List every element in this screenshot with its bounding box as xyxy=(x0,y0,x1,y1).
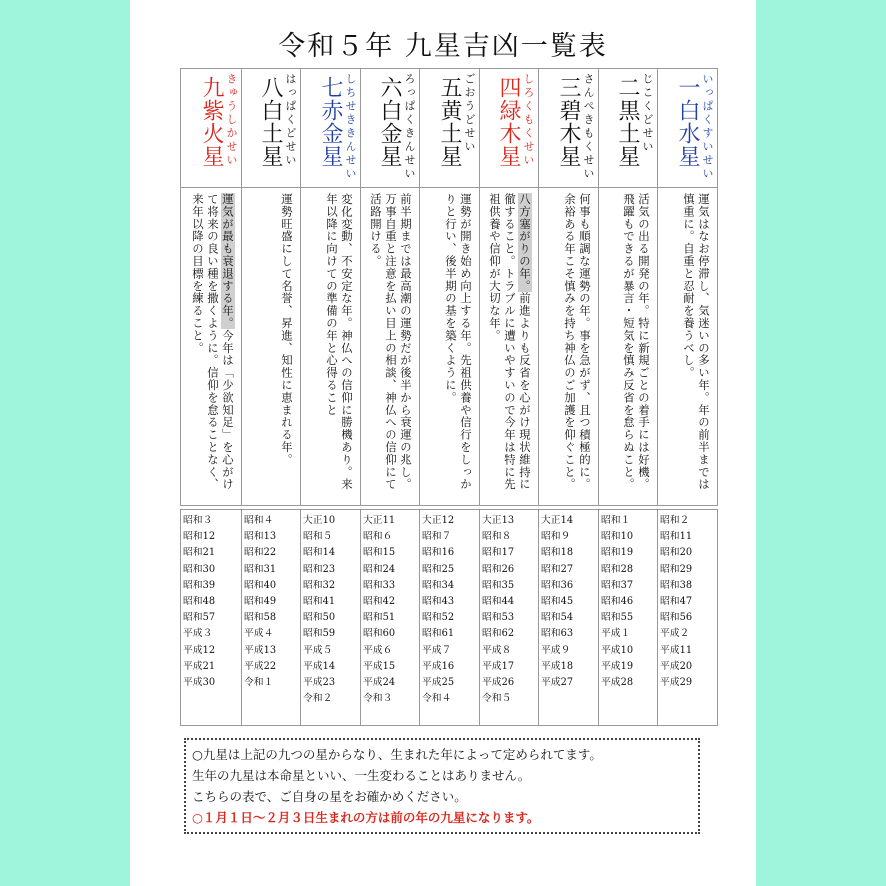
star-reading: じこくどせい xyxy=(641,73,654,154)
birth-year: 平成７ xyxy=(422,644,452,656)
birth-year: 昭和28 xyxy=(601,563,634,575)
year-column xyxy=(479,510,538,725)
star-name: 五黄土星 xyxy=(437,76,462,168)
birth-year: 昭和60 xyxy=(363,628,396,640)
note-line-1: ○九星は上記の九つの星からなり、生まれた年によって定められてます。 xyxy=(192,747,602,762)
fortune-description xyxy=(681,193,711,499)
birth-year: 昭和38 xyxy=(660,579,693,591)
star-column xyxy=(241,69,300,505)
fortune-description xyxy=(324,193,354,499)
birth-year: 令和４ xyxy=(422,693,452,705)
year-column xyxy=(538,510,598,725)
birth-year: 平成29 xyxy=(660,677,693,689)
birth-year: 昭和22 xyxy=(244,547,277,559)
star-name: 一白水星 xyxy=(675,76,700,168)
star-reading: さんぺきもくせい xyxy=(582,73,595,181)
star-reading: しちせききんせい xyxy=(344,73,357,181)
year-column xyxy=(241,510,300,725)
fortune-description xyxy=(562,193,592,499)
fortune-description xyxy=(190,193,235,499)
birth-year: 平成11 xyxy=(660,644,693,656)
notes-box xyxy=(184,738,700,834)
birth-year: 昭和51 xyxy=(363,612,396,624)
birth-year: 昭和36 xyxy=(541,579,574,591)
year-column xyxy=(419,510,479,725)
column-separator xyxy=(361,187,419,188)
birth-year: 昭和54 xyxy=(541,612,574,624)
birth-year: 昭和23 xyxy=(303,563,336,575)
birth-year: 昭和40 xyxy=(244,579,277,591)
birth-year: 令和２ xyxy=(303,693,333,705)
birth-year: 平成17 xyxy=(482,660,515,672)
description-text: 運気はなお停滞し、気迷いの多い年。年の前半までは慎重に。自重と忍耐を養うべし。 xyxy=(682,193,711,491)
birth-year: 昭和47 xyxy=(660,596,693,608)
star-fortune-table xyxy=(180,68,718,506)
note-line-2: 生年の九星は本命星といい、一生変わることはありません。 xyxy=(192,768,531,783)
birth-year: 平成２ xyxy=(660,628,690,640)
description-text: 今年は「少欲知足」を心がけて将来の良い種を撒くように。信仰を怠ることなく、来年以降の目標を練ること。 xyxy=(191,193,235,491)
birth-year: 平成12 xyxy=(183,644,216,656)
birth-year: 平成26 xyxy=(482,677,515,689)
fortune-description xyxy=(621,193,651,499)
star-reading: しろくもくせい xyxy=(522,73,535,168)
birth-year: 昭和59 xyxy=(303,628,336,640)
birth-year: 平成14 xyxy=(303,660,336,672)
birth-year: 大正12 xyxy=(422,515,455,526)
birth-year: 昭和30 xyxy=(183,563,216,575)
star-column xyxy=(419,69,479,505)
description-text: 活気の出る開発の年。特に新規ごとの着手には好機。飛躍もできるが暴言・短気を慎み反省を怠らぬこと。 xyxy=(622,193,651,491)
fortune-description xyxy=(368,193,413,499)
star-column xyxy=(479,69,538,505)
chart-sheet xyxy=(130,0,756,886)
birth-year: 平成28 xyxy=(601,677,634,689)
column-separator xyxy=(599,187,657,188)
birth-year: 大正11 xyxy=(363,515,396,526)
birth-year: 昭和11 xyxy=(660,531,693,543)
column-separator xyxy=(301,187,360,188)
description-text: 運勢が開き始め向上する年。先祖供養や信行をしっかりと行い、後半期の基を築くように。 xyxy=(444,193,473,491)
birth-year: 昭和42 xyxy=(363,596,396,608)
star-column xyxy=(657,69,717,505)
birth-year: 昭和57 xyxy=(183,612,216,624)
birth-year: 昭和62 xyxy=(482,628,515,640)
birth-year: 昭和32 xyxy=(303,579,336,591)
description-text: 前進よりも反省を心がけ現状維持に徹すること。トラブルに遭いやすいので今年は特に先祖供養や信仰が大切な年。 xyxy=(488,193,532,491)
birth-year-table xyxy=(180,509,718,726)
birth-year: 昭和61 xyxy=(422,628,455,640)
birth-year: 昭和５ xyxy=(303,531,333,543)
star-column xyxy=(181,69,241,505)
birth-year: 昭和43 xyxy=(422,596,455,608)
birth-year: 昭和55 xyxy=(601,612,634,624)
star-name: 四緑木星 xyxy=(496,76,521,168)
birth-year: 昭和21 xyxy=(183,547,216,559)
birth-year: 平成16 xyxy=(422,660,455,672)
star-reading: ろっぱくきんせい xyxy=(403,73,416,181)
birth-year: 昭和31 xyxy=(244,563,277,575)
birth-year: 昭和25 xyxy=(422,563,455,575)
fortune-description xyxy=(279,193,294,499)
birth-year: 大正14 xyxy=(541,515,574,526)
birth-year: 令和１ xyxy=(244,677,274,689)
birth-year: 大正13 xyxy=(482,515,515,526)
birth-year: 平成22 xyxy=(244,660,277,672)
birth-year: 昭和10 xyxy=(601,531,634,543)
birth-year: 昭和７ xyxy=(422,531,452,543)
birth-year: 昭和８ xyxy=(482,531,512,543)
fortune-description xyxy=(443,193,473,499)
birth-year: 平成５ xyxy=(303,644,333,656)
birth-year: 昭和19 xyxy=(601,547,634,559)
birth-year: 昭和44 xyxy=(482,596,515,608)
column-separator xyxy=(480,187,538,188)
birth-year: 令和３ xyxy=(363,693,393,705)
birth-year: 昭和53 xyxy=(482,612,515,624)
column-separator xyxy=(242,187,300,188)
description-text: 何事も順調な運勢の年。事を急がず、且つ積極的に。余裕ある年こそ慎みを持ち神仏のご加護を仰ぐこと。 xyxy=(563,193,592,491)
birth-year: 平成21 xyxy=(183,660,216,672)
description-text: 運勢旺盛にして名誉、昇進、知性に恵まれる年。 xyxy=(280,193,294,466)
birth-year: 平成20 xyxy=(660,660,693,672)
column-separator xyxy=(658,187,717,188)
birth-year: 昭和39 xyxy=(183,579,216,591)
birth-year: 昭和29 xyxy=(660,563,693,575)
birth-year: 平成１ xyxy=(601,628,631,640)
birth-year: 昭和27 xyxy=(541,563,574,575)
birth-year: 平成10 xyxy=(601,644,634,656)
fortune-description xyxy=(487,193,532,499)
star-name: 二黒土星 xyxy=(615,76,640,168)
star-name: 九紫火星 xyxy=(199,76,224,168)
birth-year: 昭和１ xyxy=(601,515,631,526)
birth-year: 昭和37 xyxy=(601,579,634,591)
highlighted-text: 八方塞がりの年。 xyxy=(518,193,532,293)
birth-year: 昭和９ xyxy=(541,531,571,543)
birth-year: 昭和49 xyxy=(244,596,277,608)
birth-year: 昭和15 xyxy=(363,547,396,559)
birth-year: 令和５ xyxy=(482,693,512,705)
birth-year: 昭和６ xyxy=(363,531,393,543)
birth-year: 昭和41 xyxy=(303,596,336,608)
birth-year: 昭和50 xyxy=(303,612,336,624)
birth-year: 昭和56 xyxy=(660,612,693,624)
column-separator xyxy=(539,187,598,188)
star-name: 六白金星 xyxy=(377,76,402,168)
birth-year: 平成30 xyxy=(183,677,216,689)
birth-year: 平成９ xyxy=(541,644,571,656)
birth-year: 昭和58 xyxy=(244,612,277,624)
birth-year: 平成18 xyxy=(541,660,574,672)
star-name: 七赤金星 xyxy=(318,76,343,168)
year-column xyxy=(181,510,241,725)
description-text: 変化変動、不安定な年。神仏への信仰に勝機あり。来年以降に向けての準備の年と心得ること xyxy=(325,193,354,491)
highlighted-text: 運気が最も衰退する年。 xyxy=(221,193,235,330)
birth-year: 昭和52 xyxy=(422,612,455,624)
star-column xyxy=(538,69,598,505)
birth-year: 昭和63 xyxy=(541,628,574,640)
birth-year: 昭和18 xyxy=(541,547,574,559)
birth-year: 昭和17 xyxy=(482,547,515,559)
birth-year: 昭和24 xyxy=(363,563,396,575)
star-name: 三碧木星 xyxy=(556,76,581,168)
birth-year: 昭和26 xyxy=(482,563,515,575)
birth-year: 昭和16 xyxy=(422,547,455,559)
birth-year: 平成27 xyxy=(541,677,574,689)
column-separator xyxy=(181,187,241,188)
birth-year: 昭和45 xyxy=(541,596,574,608)
birth-year: 昭和２ xyxy=(660,515,690,526)
birth-year: 平成24 xyxy=(363,677,396,689)
description-text: 前半期までは最高潮の運勢だが後半から衰運の兆し。万事自重と注意を払い目上の相談、神仏への信仰にて活路開ける。 xyxy=(369,193,413,491)
column-separator xyxy=(420,187,479,188)
year-column xyxy=(657,510,717,725)
star-column xyxy=(598,69,657,505)
birth-year: 平成８ xyxy=(482,644,512,656)
star-reading: きゅうしかせい xyxy=(225,73,238,168)
birth-year: 平成25 xyxy=(422,677,455,689)
birth-year: 昭和12 xyxy=(183,531,216,543)
birth-year: 昭和46 xyxy=(601,596,634,608)
birth-year: 昭和35 xyxy=(482,579,515,591)
birth-year: 昭和13 xyxy=(244,531,277,543)
birth-year: 平成23 xyxy=(303,677,336,689)
star-column xyxy=(300,69,360,505)
birth-year: 大正10 xyxy=(303,515,336,526)
star-reading: ごおうどせい xyxy=(463,73,476,154)
birth-year: 平成19 xyxy=(601,660,634,672)
birth-year: 平成３ xyxy=(183,628,213,640)
year-column xyxy=(598,510,657,725)
birth-year: 平成13 xyxy=(244,644,277,656)
birth-year: 昭和３ xyxy=(183,515,213,526)
note-line-4: ○１月１日〜２月３日生まれの方は前の年の九星になります。 xyxy=(192,810,540,825)
note-line-3: こちらの表で、ご自身の星をお確かめください。 xyxy=(192,789,467,804)
birth-year: 平成４ xyxy=(244,628,274,640)
star-reading: いっぱくすいせい xyxy=(701,73,714,181)
page-title: 令和５年 九星吉凶一覧表 xyxy=(278,31,608,62)
birth-year: 平成６ xyxy=(363,644,393,656)
year-column xyxy=(300,510,360,725)
birth-year: 昭和14 xyxy=(303,547,336,559)
birth-year: 昭和20 xyxy=(660,547,693,559)
birth-year: 平成15 xyxy=(363,660,396,672)
birth-year: 昭和34 xyxy=(422,579,455,591)
year-column xyxy=(360,510,419,725)
star-name: 八白土星 xyxy=(258,76,283,168)
star-reading: はっぱくどせい xyxy=(284,73,297,168)
birth-year: 昭和48 xyxy=(183,596,216,608)
birth-year: 昭和４ xyxy=(244,515,274,526)
star-column xyxy=(360,69,419,505)
birth-year: 昭和33 xyxy=(363,579,396,591)
